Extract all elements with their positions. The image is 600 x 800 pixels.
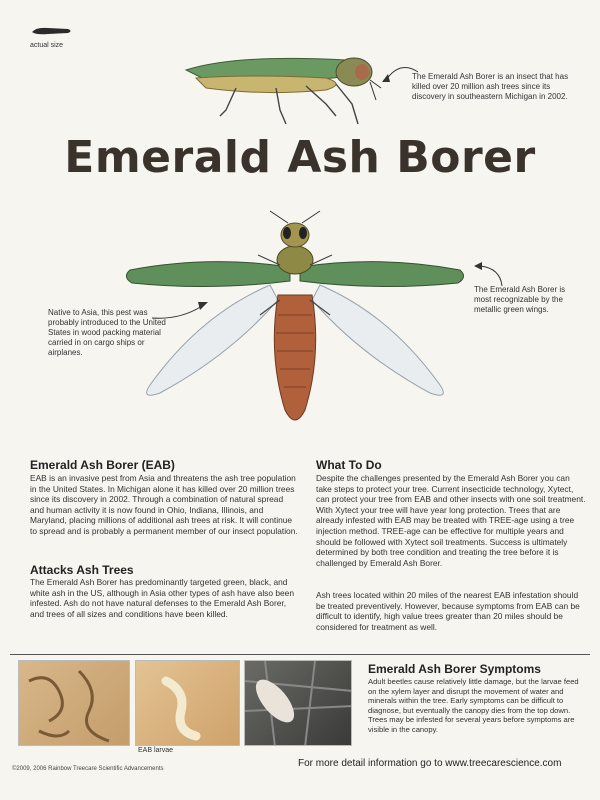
- side-view-beetle-illustration: [176, 44, 386, 130]
- copyright-text: ©2009, 2006 Rainbow Treecare Scientific Advancements: [12, 766, 164, 772]
- callout-top-right: The Emerald Ash Borer is an insect that has killed over 20 million ash trees since its discovery in southeastern Michigan in 2002.: [412, 72, 569, 101]
- photo-bark-exit-hole: [244, 660, 352, 746]
- what-to-do-heading: What To Do: [316, 458, 382, 472]
- symptoms-heading: Emerald Ash Borer Symptoms: [368, 662, 541, 676]
- actual-size-label: actual size: [30, 42, 64, 49]
- larvae-caption: EAB larvae: [138, 747, 174, 754]
- attacks-heading: Attacks Ash Trees: [30, 563, 134, 577]
- page-title: Emerald Ash Borer: [64, 132, 536, 183]
- eab-heading: Emerald Ash Borer (EAB): [30, 458, 175, 472]
- eab-text: EAB is an invasive pest from Asia and threatens the ash tree population in the United States. In Michigan alone it has killed over 20 million trees since its discovery in 2002. Through a combination of natural spread and human activity it is now found in Ohio, Indiana, Illinois, and Maryland, placing millions of additional ash trees at risk. It will continue to spread and is probably a permanent member of our insect population.: [30, 473, 298, 536]
- actual-size-beetle-icon: [30, 24, 74, 38]
- what-to-do-paragraph-2: Ash trees located within 20 miles of the nearest EAB infestation should be treated preventively. However, because symptoms from EAB can be difficult to identify, high value trees greater than 20 miles should be considered for treatment as well.: [316, 590, 580, 632]
- website-link[interactable]: For more detail information go to www.treecarescience.com: [298, 758, 562, 769]
- photo-eab-larvae: [135, 660, 240, 746]
- symptoms-text: Adult beetles cause relatively little damage, but the larvae feed on the xylem layer and disrupt the movement of water and minerals within the tree. Early symptoms can be difficult to diagnose, but eventually the canopy dies from the top down. Trees may be infested for several years before symptoms are visible in the canopy.: [368, 677, 579, 734]
- callout-right: The Emerald Ash Borer is most recognizable by the metallic green wings.: [474, 285, 566, 314]
- what-to-do-paragraph-1: Despite the challenges presented by the Emerald Ash Borer you can take steps to protect your tree. Current insecticide technology, Xytect, can protect your tree from EAB and other insects with one soil treatment. With Xytect your tree will have year long protection. Trees that are already infested with EAB may be treated with TREE-age using a tree injection method. TREE-age can be effective for multiple years and should be followed with Xytect soil treatments. Success is ultimately determined by both tree condition and treating the tree before it is challenged by Emerald Ash Borer.: [316, 473, 586, 568]
- attacks-text: The Emerald Ash Borer has predominantly targeted green, black, and white ash in the US, although in Asia other types of ash have also been infested. Ash do not have natural defenses to the Emerald Ash Borer, and trees of all sizes and conditions have been killed.: [30, 577, 294, 619]
- photo-larvae-galleries: [18, 660, 130, 746]
- divider: [10, 654, 590, 655]
- callout-left: Native to Asia, this pest was probably introduced to the United States in wood packing material carried in on cargo ships or airplanes.: [48, 308, 166, 357]
